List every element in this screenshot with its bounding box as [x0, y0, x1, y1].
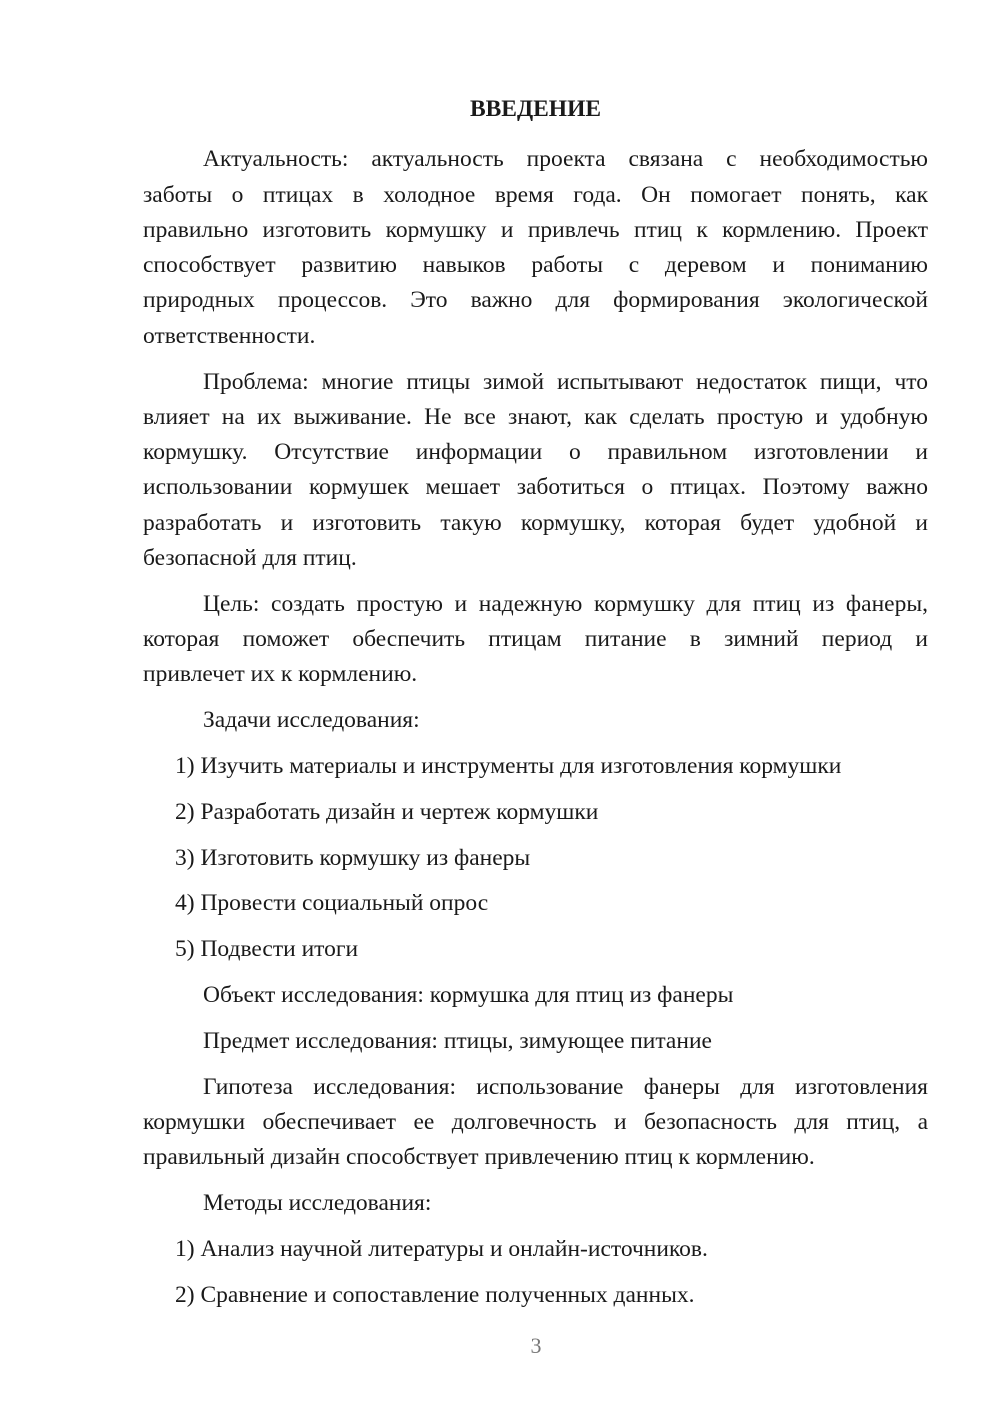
- method-item: 2) Сравнение и сопоставление полученных данных.: [175, 1281, 695, 1308]
- section-heading: ВВЕДЕНИЕ: [469, 96, 602, 122]
- text-line: кормушки обеспечивает ее долговечность и безопасность для птиц, а: [143, 1108, 928, 1135]
- text-line: разработать и изготовить такую кормушку, которая будет удобной и: [143, 509, 928, 536]
- text-line: Гипотеза исследования: использование фанеры для изготовления: [203, 1073, 928, 1100]
- text-line: способствует развитию навыков работы с деревом и пониманию: [143, 252, 928, 279]
- text-line: заботы о птицах в холодное время года. Он помогает понять, как: [143, 181, 928, 208]
- problem-paragraph: [143, 365, 928, 577]
- relevance-paragraph: [143, 142, 928, 354]
- task-item: 2) Разработать дизайн и чертеж кормушки: [175, 798, 599, 825]
- document-body: [143, 142, 928, 1313]
- text-line: Цель: создать простую и надежную кормушку для птиц из фанеры,: [203, 590, 928, 617]
- task-item: 3) Изготовить кормушку из фанеры: [175, 844, 531, 871]
- text-line: ответственности.: [143, 322, 316, 349]
- tasks-heading: Задачи исследования:: [203, 707, 420, 734]
- text-line: правильно изготовить кормушку и привлечь птиц к кормлению. Проект: [143, 216, 928, 243]
- text-line: Проблема: многие птицы зимой испытывают недостаток пищи, что: [203, 368, 928, 395]
- methods-heading: Методы исследования:: [203, 1190, 432, 1217]
- hypothesis-paragraph: [143, 1070, 928, 1176]
- text-line: использовании кормушек мешает заботиться о птицах. Поэтому важно: [143, 474, 928, 501]
- text-line: Актуальность: актуальность проекта связана с необходимостью: [203, 146, 928, 173]
- text-line: правильный дизайн способствует привлечению птиц к кормлению.: [143, 1144, 815, 1171]
- task-item: 1) Изучить материалы и инструменты для изготовления кормушки: [175, 753, 842, 780]
- text-line: кормушку. Отсутствие информации о правильном изготовлении и: [143, 439, 928, 466]
- task-item: 4) Провести социальный опрос: [175, 890, 489, 917]
- task-item: 5) Подвести итоги: [175, 936, 359, 963]
- document-page: [143, 92, 928, 1323]
- page-number: 3: [530, 1333, 542, 1358]
- goal-paragraph: [143, 587, 928, 693]
- text-line: природных процессов. Это важно для формирования экологической: [143, 287, 928, 314]
- text-line: влияет на их выживание. Не все знают, как сделать простую и удобную: [143, 403, 928, 430]
- text-line: безопасной для птиц.: [143, 545, 357, 572]
- object-line: Объект исследования: кормушка для птиц из фанеры: [203, 982, 734, 1009]
- method-item: 1) Анализ научной литературы и онлайн-источников.: [175, 1235, 708, 1262]
- text-line: привлечет их к кормлению.: [143, 661, 418, 688]
- subject-line: Предмет исследования: птицы, зимующее питание: [203, 1027, 712, 1054]
- text-line: которая поможет обеспечить птицам питание в зимний период и: [143, 626, 928, 653]
